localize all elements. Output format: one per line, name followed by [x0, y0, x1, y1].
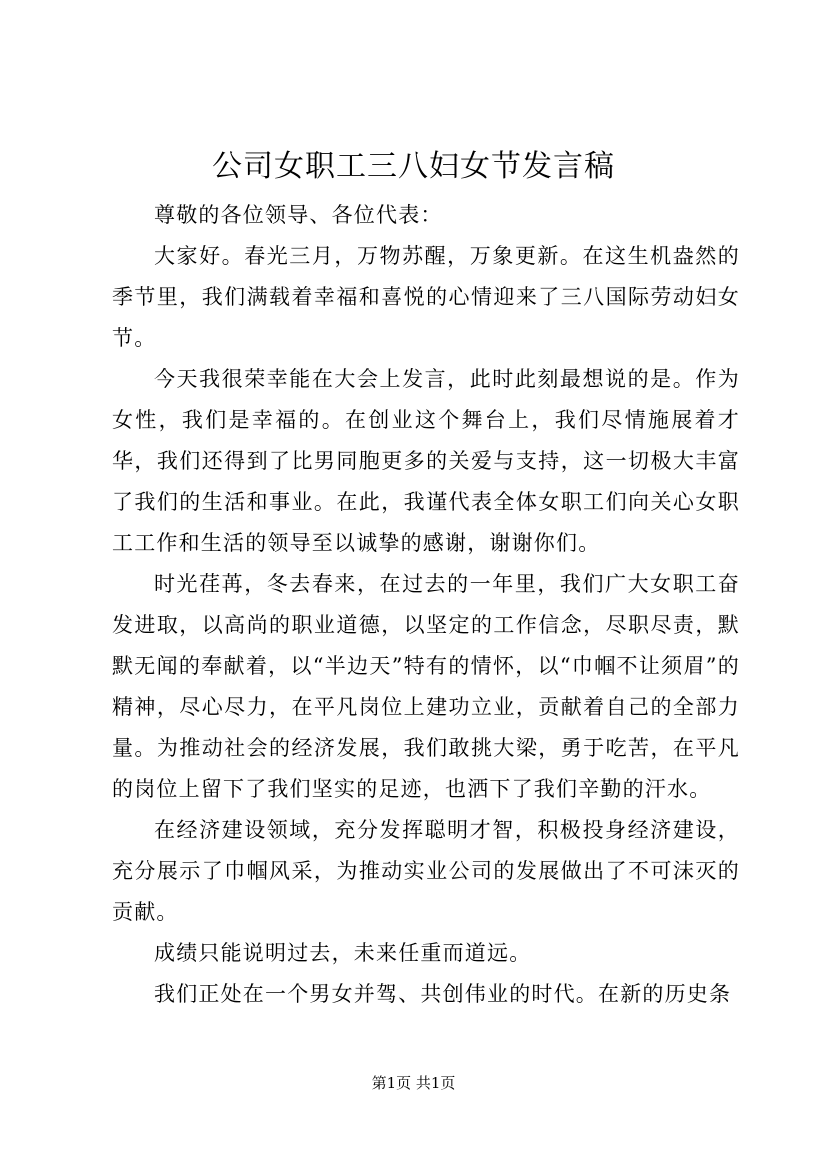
paragraph-future: 成绩只能说明过去，未来任重而道远。: [154, 941, 532, 965]
document-title: 公司女职工三八妇女节发言稿: [212, 149, 615, 184]
paragraph-past-year: 时光荏苒，冬去春来，在过去的一年里，我们广大女职工奋发进取，以高尚的职业道德，以坚定的工作信念，尽职尽责，默默无闻的奉献着，以“半边天”特有的情怀，以“巾帼不让须眉”的精神，尽心尽力，在平凡岗位上建功立业，贡献着自己的全部力量。为推动社会的经济发展，我们敢挑大梁，勇于吃苦，在平凡的岗位上留下了我们坚实的足迹，也洒下了我们辛勤的汗水。: [112, 572, 740, 801]
paragraph-salutation: 尊敬的各位领导、各位代表：: [154, 203, 443, 227]
page-footer: 第1页 共1页: [371, 1074, 456, 1092]
document-body: [112, 195, 740, 1015]
paragraph-greeting: 大家好。春光三月，万物苏醒，万象更新。在这生机盎然的季节里，我们满载着幸福和喜悦的心情迎来了三八国际劳动妇女节。: [112, 244, 740, 350]
paragraph-economic: 在经济建设领域，充分发挥聪明才智，积极投身经济建设，充分展示了巾帼风采，为推动实业公司的发展做出了不可沫灭的贡献。: [112, 818, 740, 924]
paragraph-era: 我们正处在一个男女并驾、共创伟业的时代。在新的历史条: [154, 982, 732, 1006]
paragraph-thanks: 今天我很荣幸能在大会上发言，此时此刻最想说的是。作为女性，我们是幸福的。在创业这个舞台上，我们尽情施展着才华，我们还得到了比男同胞更多的关爱与支持，这一切极大丰富了我们的生活和事业。在此，我谨代表全体女职工们向关心女职工工作和生活的领导至以诚挚的感谢，谢谢你们。: [112, 367, 740, 555]
